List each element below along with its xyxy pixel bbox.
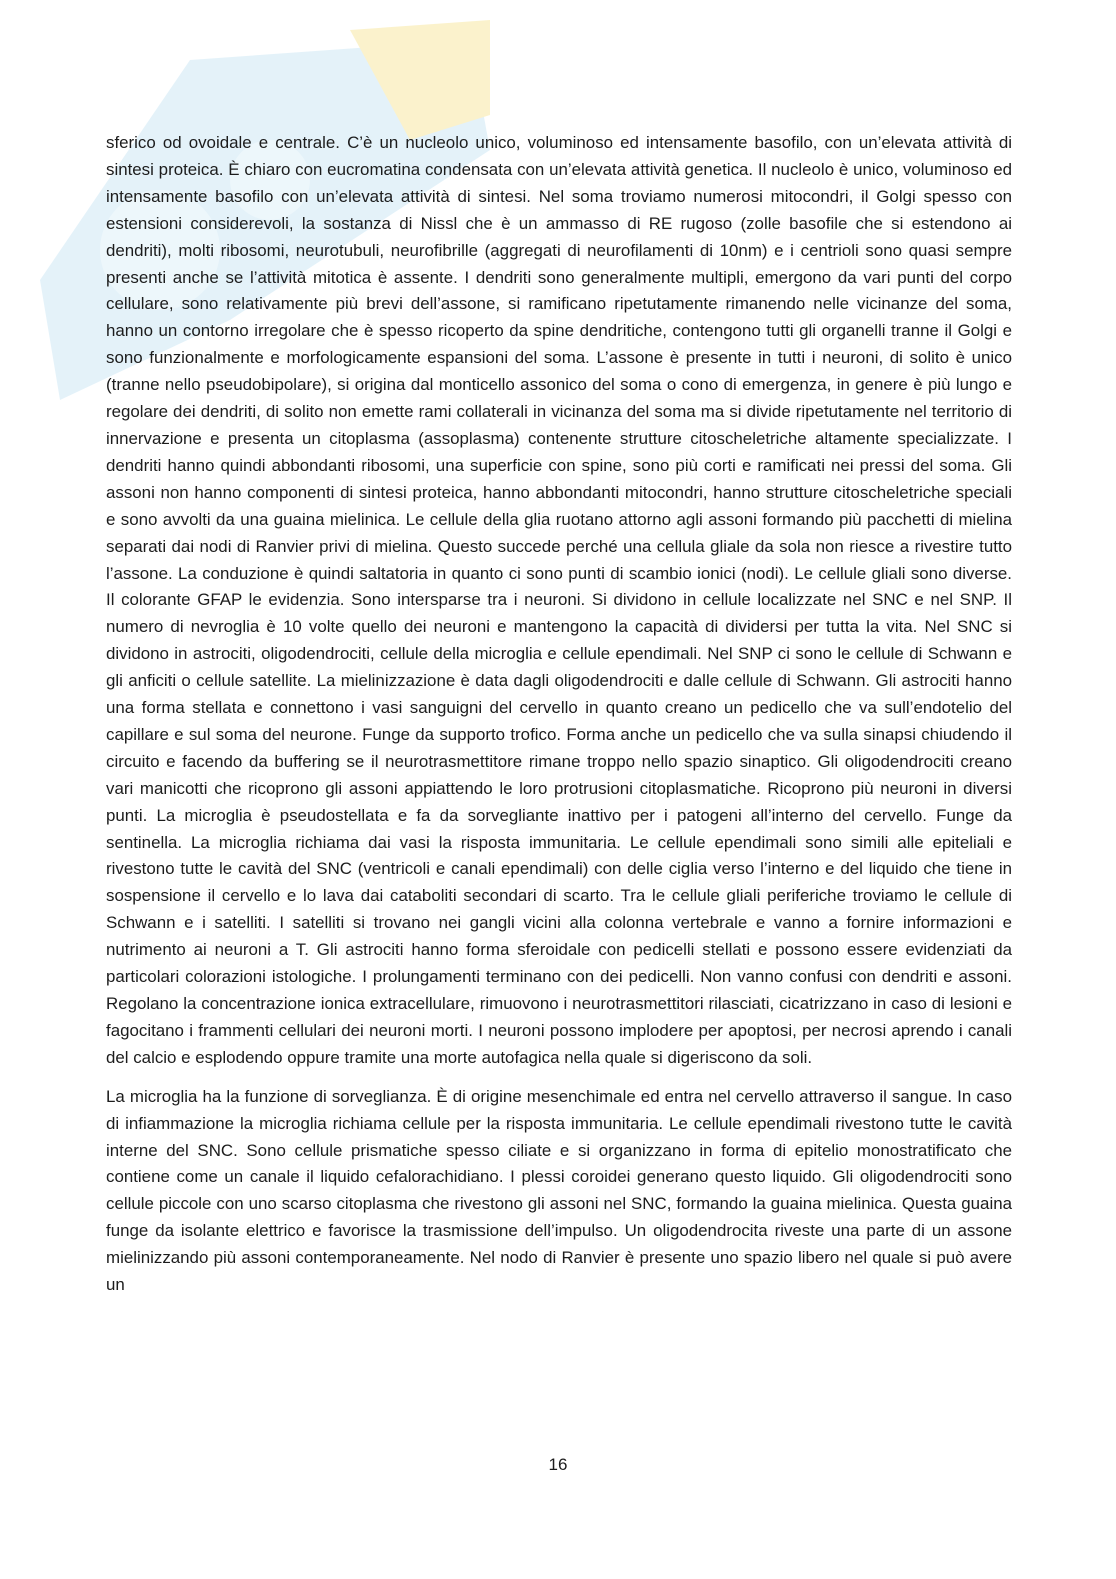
page-number: 16 xyxy=(548,1455,568,1474)
paragraph: sferico od ovoidale e centrale. C’è un nucleolo unico, voluminoso ed intensamente basofilo, con un’elevata attività di sintesi proteica. È chiaro con eucromatina condensata con un’elevata attività genetica. Il nucleolo è unico, voluminoso ed intensamente basofilo con un’elevata attività di sintesi. Nel soma troviamo numerosi mitocondri, il Golgi spesso con estensioni considerevoli, la sostanza di Nissl che è un ammasso di RE rugoso (zolle basofile che si estendono ai dendriti), molti ribosomi, neurotubuli, neurofibrille (aggregati di neurofilamenti di 10nm) e i centrioli sono quasi sempre presenti anche se l’attività mitotica è assente. I dendriti sono generalmente multipli, emergono da vari punti del corpo cellulare, sono relativamente più brevi dell’assone, si ramificano ripetutamente rimanendo nelle vicinanze del soma, hanno un contorno irregolare che è spesso ricoperto da spine dendritiche, contengono tutti gli organelli tranne il Golgi e sono funzionalmente e morfologicamente espansioni del soma. L’assone è presente in tutti i neuroni, di solito è unico (tranne nello pseudobipolare), si origina dal monticello assonico del soma o cono di emergenza, in genere è più lungo e regolare dei dendriti, di solito non emette rami collaterali in vicinanza del soma ma si divide ripetutamente nel territorio di innervazione e presenta un citoplasma (assoplasma) contenente strutture citoscheletriche altamente specializzate. I dendriti hanno quindi abbondanti ribosomi, una superficie con spine, sono più corti e ramificati nei pressi del soma. Gli assoni non hanno componenti di sintesi proteica, hanno abbondanti mitocondri, hanno strutture citoscheletriche speciali e sono avvolti da una guaina mielinica. Le cellule della glia ruotano attorno agli assoni formando più pacchetti di mielina separati dai nodi di Ranvier privi di mielina. Questo succede perché una cellula gliale da sola non riesce a rivestire tutto l’assone. La conduzione è quindi saltatoria in quanto ci sono punti di scambio ionici (nodi). Le cellule gliali sono diverse. Il colorante GFAP le evidenzia. Sono intersparse tra i neuroni. Si dividono in cellule localizzate nel SNC e nel SNP. Il numero di nevroglia è 10 volte quello dei neuroni e mantengono la capacità di dividersi per tutta la vita. Nel SNC si dividono in astrociti, oligodendrociti, cellule della microglia e cellule ependimali. Nel SNP ci sono le cellule di Schwann e gli anficiti o cellule satellite. La mielinizzazione è data dagli oligodendrociti e dalle cellule di Schwann. Gli astrociti hanno una forma stellata e connettono i vasi sanguigni del cervello in quanto creano un pedicello che va sull’endotelio del capillare e sul soma del neurone. Funge da supporto trofico. Forma anche un pedicello che va sulla sinapsi chiudendo il circuito e facendo da buffering se il neurotrasmettitore rimane troppo nello spazio sinaptico. Gli oligodendrociti creano vari manicotti che ricoprono gli assoni appiattendo le loro protrusioni citoplasmatiche. Ricoprono più neuroni in diversi punti. La microglia è pseudostellata e fa da sorvegliante inattivo per i patogeni all’interno del cervello. Funge da sentinella. La microglia richiama dai vasi la risposta immunitaria. Le cellule ependimali sono simili alle epiteliali e rivestono tutte le cavità del SNC (ventricoli e canali ependimali) con delle ciglia verso l’interno e del liquido che tiene in sospensione il cervello e lo lava dai cataboliti secondari di scarto. Tra le cellule gliali periferiche troviamo le cellule di Schwann e i satelliti. I satelliti si trovano nei gangli vicini alla colonna vertebrale e vanno a fornire informazioni e nutrimento ai neuroni a T. Gli astrociti hanno forma sferoidale con pedicelli stellati e possono essere evidenziati da particolari colorazioni istologiche. I prolungamenti terminano con dei pedicelli. Non vanno confusi con dendriti e assoni. Regolano la concentrazione ionica extracellulare, rimuovono i neurotrasmettitori rilasciati, cicatrizzano in caso di lesioni e fagocitano i frammenti cellulari dei neuroni morti. I neuroni possono implodere per apoptosi, per necrosi aprendo i canali del calcio e esplodendo oppure tramite una morte autofagica nella quale si digeriscono da soli. xyxy=(106,133,1012,1067)
document-body xyxy=(106,130,1012,1299)
paragraph: La microglia ha la funzione di sorveglianza. È di origine mesenchimale ed entra nel cervello attraverso il sangue. In caso di infiammazione la microglia richiama cellule per la risposta immunitaria. Le cellule ependimali rivestono tutte le cavità interne del SNC. Sono cellule prismatiche spesso ciliate e si organizzano in forma di epitelio monostratificato che contiene come un canale il liquido cefalorachidiano. I plessi coroidei generano questo liquido. Gli oligodendrociti sono cellule piccole con uno scarso citoplasma che rivestono gli assoni nel SNC, formando la guaina mielinica. Questa guaina funge da isolante elettrico e favorisce la trasmissione dell’impulso. Un oligodendrocita riveste una parte di un assone mielinizzando più assoni contemporaneamente. Nel nodo di Ranvier è presente uno spazio libero nel quale si può avere un xyxy=(106,1086,1012,1295)
